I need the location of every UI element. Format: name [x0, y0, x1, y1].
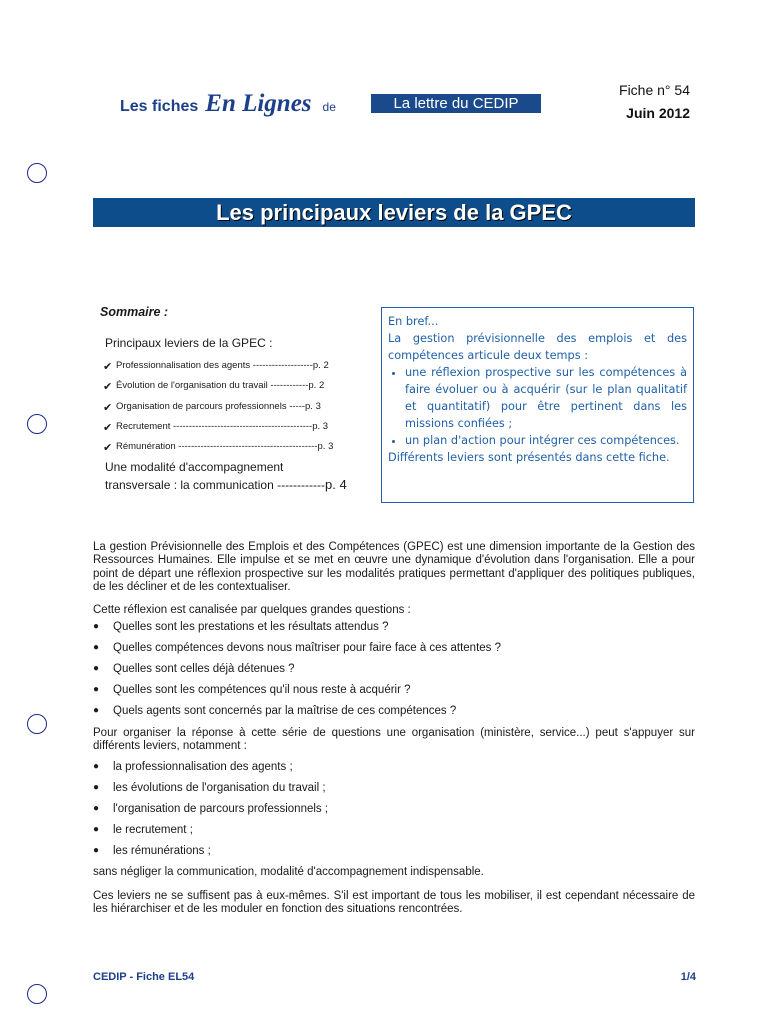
- bullet-icon: ●: [93, 845, 100, 856]
- en-bref-bullet: • un plan d'action pour intégrer ces compétences.: [405, 432, 687, 449]
- bullet-icon: ●: [93, 782, 100, 793]
- lever-item: [93, 761, 293, 773]
- check-icon: ✔: [103, 422, 113, 434]
- page-number: 1/4: [680, 971, 696, 983]
- check-icon: ✔: [103, 442, 113, 454]
- lever-text: la professionnalisation des agents ;: [113, 761, 293, 773]
- lever-item: [93, 803, 328, 815]
- bullet-icon: ●: [93, 663, 100, 674]
- binder-hole: [27, 714, 47, 734]
- toc-item-text: Rémunération --------------------------------------------p. 3: [116, 441, 334, 452]
- paragraph-4: sans négliger la communication, modalité d'accompagnement indispensable.: [93, 866, 484, 878]
- toc-item[interactable]: [103, 360, 343, 373]
- toc-item[interactable]: [103, 441, 343, 454]
- lever-item: [93, 845, 211, 857]
- en-bref-heading: En bref...: [388, 315, 439, 328]
- question-item: [93, 621, 389, 633]
- toc-item[interactable]: [103, 401, 343, 414]
- check-icon: ✔: [103, 402, 113, 414]
- question-item: [93, 684, 411, 696]
- body-paragraph: [93, 727, 695, 754]
- lever-text: les rémunérations ;: [113, 845, 211, 857]
- bullet-icon: ●: [93, 761, 100, 772]
- body-paragraph: [93, 604, 695, 617]
- sommaire-heading: Sommaire :: [100, 305, 169, 319]
- question-item: [93, 642, 501, 654]
- body-paragraph: [93, 541, 695, 595]
- check-icon: ✔: [103, 381, 113, 393]
- toc-item[interactable]: [103, 421, 343, 434]
- lever-item: [93, 824, 193, 836]
- binder-hole: [27, 414, 47, 434]
- question-text: Quelles sont les compétences qu'il nous reste à acquérir ?: [113, 684, 411, 696]
- en-bref-intro: La gestion prévisionnelle des emplois et des compétences articule deux temps :: [388, 332, 687, 362]
- question-text: Quels agents sont concernés par la maîtrise de ces compétences ?: [113, 705, 457, 717]
- paragraph-3: Pour organiser la réponse à cette série de questions une organisation (ministère, service...) peut s'appuyer sur différents leviers, notamment :: [93, 727, 695, 753]
- body-paragraph: [93, 890, 695, 917]
- binder-hole: [27, 163, 47, 183]
- toc-item-text: Organisation de parcours professionnels -----p. 3: [116, 401, 321, 412]
- brand-line: [120, 90, 336, 120]
- toc-last-page: p. 4: [325, 477, 347, 492]
- en-bref-list: [388, 364, 687, 449]
- toc-item-text: Professionnalisation des agents -------------------p. 2: [116, 360, 329, 371]
- bullet-icon: ●: [93, 684, 100, 695]
- en-bref-bullet: • une réflexion prospective sur les compétences à faire évoluer ou à acquérir (sur le plan qualitatif et quantitatif) pour être pertinent dans les missions confiées ;: [405, 364, 687, 432]
- paragraph-2: Cette réflexion est canalisée par quelques grandes questions :: [93, 604, 411, 616]
- question-text: Quelles compétences devons nous maîtriser pour faire face à ces attentes ?: [113, 642, 502, 654]
- binder-hole: [27, 984, 47, 1004]
- bullet-icon: ●: [93, 621, 100, 632]
- lettre-badge: La lettre du CEDIP: [371, 94, 541, 113]
- lever-text: l'organisation de parcours professionnels ;: [113, 803, 329, 815]
- toc-item-text: Évolution de l'organisation du travail ------------p. 2: [116, 380, 325, 391]
- brand-name: En Lignes: [205, 90, 312, 117]
- fiche-number: Fiche n° 54: [619, 82, 690, 98]
- body-paragraph: [93, 866, 695, 879]
- bullet-icon: ●: [93, 824, 100, 835]
- lever-item: [93, 782, 326, 794]
- toc-item-text: Recrutement --------------------------------------------p. 3: [116, 421, 329, 432]
- sommaire-intro: Principaux leviers de la GPEC :: [105, 336, 273, 350]
- toc-last-text: transversale : la communication ------------: [105, 478, 326, 492]
- brand-prefix: Les fiches: [120, 98, 199, 115]
- toc-last-line2: [105, 476, 347, 494]
- paragraph-1: La gestion Prévisionnelle des Emplois et des Compétences (GPEC) est une dimension importante de la Gestion des Ressources Humaines. Elle impulse et se met en œuvre une dynamique d'évolution dans l'organisation. Elle a pour point de départ une réflexion prospective sur les modalités pratiques permettant d'appliquer des politiques publiques, de les décliner et de les contextualiser.: [93, 541, 695, 594]
- footer-left: CEDIP - Fiche EL54: [93, 971, 195, 983]
- bullet-icon: ●: [93, 803, 100, 814]
- lever-text: le recrutement ;: [113, 824, 193, 836]
- page-title: Les principaux leviers de la GPEC: [93, 198, 695, 227]
- toc-item-communication[interactable]: [105, 459, 347, 494]
- en-bref-box: [381, 307, 694, 503]
- question-item: [93, 663, 295, 675]
- en-bref-outro: Différents leviers sont présentés dans cette fiche.: [388, 451, 670, 464]
- toc-item[interactable]: [103, 380, 343, 393]
- question-text: Quelles sont celles déjà détenues ?: [113, 663, 295, 675]
- question-item: [93, 705, 456, 717]
- check-icon: ✔: [103, 361, 113, 373]
- bullet-icon: ●: [93, 642, 100, 653]
- brand-de: de: [322, 100, 336, 114]
- bullet-icon: ●: [93, 705, 100, 716]
- paragraph-5: Ces leviers ne se suffisent pas à eux-mêmes. S'il est important de tous les mobiliser, il est cependant nécessaire de les hiérarchiser et de les moduler en fonction des situations rencontrées.: [93, 890, 695, 916]
- fiche-date: Juin 2012: [626, 105, 690, 121]
- lever-text: les évolutions de l'organisation du travail ;: [113, 782, 326, 794]
- toc-last-line1: Une modalité d'accompagnement: [105, 460, 284, 474]
- question-text: Quelles sont les prestations et les résultats attendus ?: [113, 621, 389, 633]
